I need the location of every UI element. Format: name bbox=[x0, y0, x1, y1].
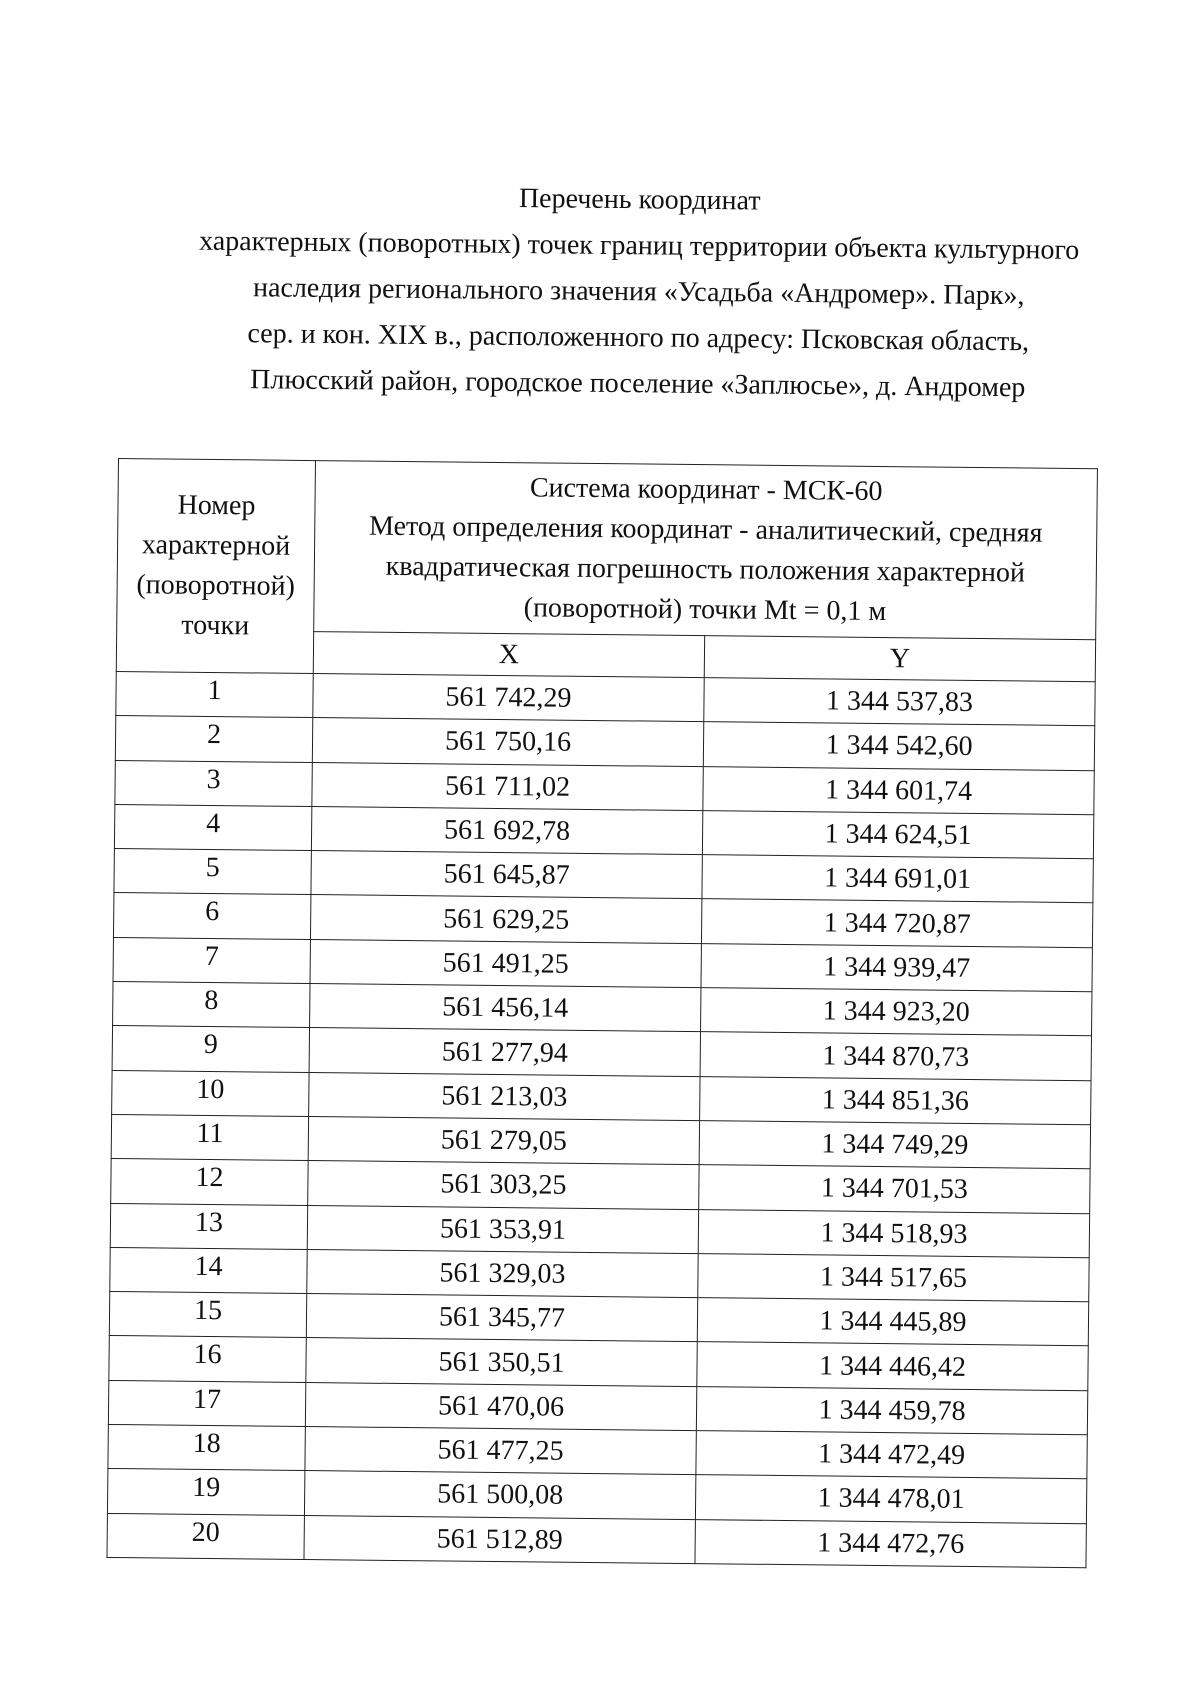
x-coordinate-cell: 561 303,25 bbox=[308, 1161, 699, 1209]
x-coordinate-cell: 561 491,25 bbox=[310, 939, 701, 987]
x-coordinate-cell: 561 711,02 bbox=[312, 762, 703, 810]
point-number-cell: 17 bbox=[108, 1380, 305, 1426]
y-coordinate-cell: 1 344 939,47 bbox=[701, 943, 1092, 991]
y-coordinate-cell: 1 344 749,29 bbox=[699, 1121, 1090, 1169]
title-line: характерных (поворотных) точек границ территории объекта культурного bbox=[199, 225, 1080, 266]
y-coordinate-cell: 1 344 701,53 bbox=[699, 1165, 1090, 1213]
y-coordinate-cell: 1 344 517,65 bbox=[698, 1253, 1089, 1301]
point-number-cell: 11 bbox=[111, 1114, 308, 1160]
title-line: наследия регионального значения «Усадьба «Андромер». Парк», bbox=[252, 272, 1025, 312]
y-coordinate-cell: 1 344 691,01 bbox=[702, 855, 1093, 903]
point-number-cell: 5 bbox=[114, 849, 311, 895]
y-coordinate-cell: 1 344 542,60 bbox=[703, 722, 1094, 770]
header-line: квадратическая погрешность положения характерной bbox=[385, 550, 1026, 589]
y-coordinate-cell: 1 344 446,42 bbox=[697, 1342, 1088, 1390]
x-coordinate-cell: 561 692,78 bbox=[311, 806, 702, 854]
point-number-cell: 19 bbox=[107, 1469, 304, 1515]
y-coordinate-cell: 1 344 624,51 bbox=[702, 811, 1093, 859]
x-coordinate-cell: 561 500,08 bbox=[304, 1471, 695, 1519]
coordinates-table bbox=[106, 458, 1097, 1568]
y-coordinate-cell: 1 344 478,01 bbox=[695, 1475, 1086, 1523]
y-coordinate-cell: 1 344 923,20 bbox=[701, 988, 1092, 1036]
point-number-cell: 9 bbox=[112, 1026, 309, 1072]
header-line: Номер bbox=[177, 489, 256, 522]
x-coordinate-cell: 561 750,16 bbox=[312, 718, 703, 766]
title-line: сер. и кон. XIX в., расположенного по адресу: Псковская область, bbox=[247, 318, 1030, 358]
point-number-cell: 20 bbox=[107, 1513, 304, 1559]
y-coordinate-cell: 1 344 720,87 bbox=[701, 899, 1092, 947]
x-coordinate-cell: 561 742,29 bbox=[313, 674, 704, 722]
x-coordinate-cell: 561 629,25 bbox=[310, 895, 701, 943]
x-coordinate-cell: 561 345,77 bbox=[306, 1294, 697, 1342]
x-coordinate-cell: 561 645,87 bbox=[311, 851, 702, 899]
point-number-cell: 15 bbox=[109, 1292, 306, 1338]
point-number-cell: 12 bbox=[111, 1159, 308, 1205]
point-number-cell: 3 bbox=[115, 760, 312, 806]
x-column-header: X bbox=[313, 632, 704, 678]
title-line: Перечень координат bbox=[518, 182, 761, 217]
y-coordinate-cell: 1 344 601,74 bbox=[703, 766, 1094, 814]
x-coordinate-cell: 561 477,25 bbox=[305, 1427, 696, 1475]
header-line: характерной bbox=[141, 529, 291, 562]
x-coordinate-cell: 561 329,03 bbox=[307, 1249, 698, 1297]
document-title bbox=[138, 172, 1140, 412]
header-line: (поворотной) bbox=[136, 569, 296, 602]
header-line: Метод определения координат - аналитический, средняя bbox=[368, 510, 1043, 549]
header-line: точки bbox=[181, 609, 250, 642]
y-coordinate-cell: 1 344 472,49 bbox=[696, 1431, 1087, 1479]
table-body bbox=[107, 671, 1095, 1567]
x-coordinate-cell: 561 279,05 bbox=[308, 1117, 699, 1165]
point-number-cell: 14 bbox=[110, 1247, 307, 1293]
point-number-cell: 13 bbox=[110, 1203, 307, 1249]
point-number-cell: 7 bbox=[113, 937, 310, 983]
x-coordinate-cell: 561 350,51 bbox=[306, 1338, 697, 1386]
point-number-cell: 16 bbox=[109, 1336, 306, 1382]
x-coordinate-cell: 561 470,06 bbox=[305, 1382, 696, 1430]
x-coordinate-cell: 561 213,03 bbox=[309, 1072, 700, 1120]
coordinate-system-header bbox=[314, 461, 1098, 640]
x-coordinate-cell: 561 277,94 bbox=[309, 1028, 700, 1076]
y-coordinate-cell: 1 344 537,83 bbox=[704, 678, 1095, 726]
header-line: Система координат - МСК-60 bbox=[529, 472, 883, 508]
x-coordinate-cell: 561 512,89 bbox=[304, 1515, 695, 1563]
y-column-header: Y bbox=[704, 636, 1095, 682]
point-number-cell: 6 bbox=[113, 893, 310, 939]
point-number-cell: 10 bbox=[112, 1070, 309, 1116]
y-coordinate-cell: 1 344 445,89 bbox=[697, 1298, 1088, 1346]
header-line: (поворотной) точки Mt = 0,1 м bbox=[523, 592, 887, 628]
y-coordinate-cell: 1 344 851,36 bbox=[700, 1076, 1091, 1124]
point-number-cell: 18 bbox=[108, 1424, 305, 1470]
point-number-cell: 4 bbox=[114, 804, 311, 850]
y-coordinate-cell: 1 344 459,78 bbox=[696, 1386, 1087, 1434]
x-coordinate-cell: 561 353,91 bbox=[307, 1205, 698, 1253]
table-row bbox=[107, 1513, 1086, 1568]
coordinates-table-wrap bbox=[106, 458, 1097, 1568]
point-number-cell: 8 bbox=[113, 982, 310, 1028]
point-number-cell: 1 bbox=[116, 671, 313, 717]
point-number-cell: 2 bbox=[115, 716, 312, 762]
table-header-row bbox=[117, 459, 1098, 640]
title-line: Плюсский район, городское поселение «Заплюсье», д. Андромер bbox=[250, 364, 1026, 404]
y-coordinate-cell: 1 344 472,76 bbox=[695, 1519, 1086, 1567]
x-coordinate-cell: 561 456,14 bbox=[310, 984, 701, 1032]
point-number-header bbox=[116, 459, 315, 674]
y-coordinate-cell: 1 344 518,93 bbox=[698, 1209, 1089, 1257]
y-coordinate-cell: 1 344 870,73 bbox=[700, 1032, 1091, 1080]
